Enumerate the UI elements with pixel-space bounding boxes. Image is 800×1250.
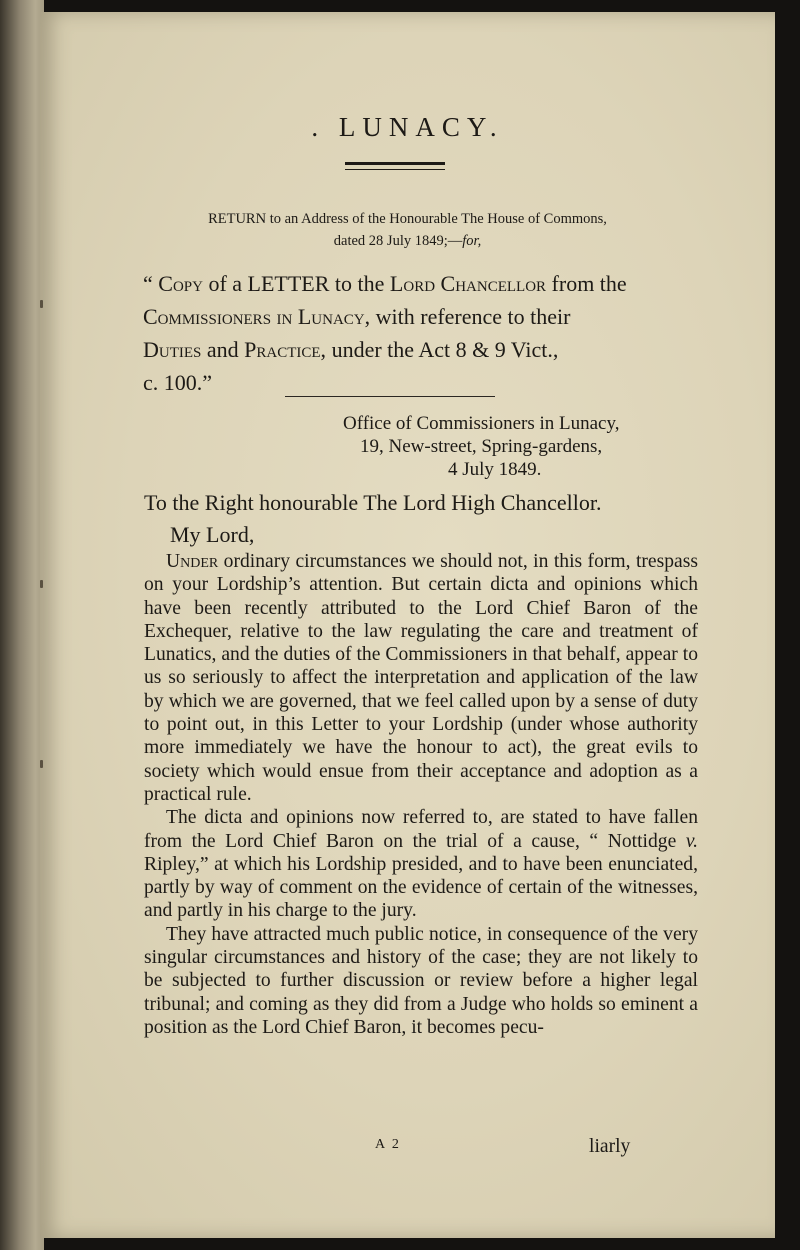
copy-of-a: of a <box>202 271 248 296</box>
book-spine-edge <box>0 0 44 1250</box>
margin-mark <box>40 760 43 768</box>
copy-lunacy: Lunacy, <box>297 304 371 329</box>
paragraph-2-text-b: Ripley,” at which his Lordship presided, and to have been enunciated, partly by way of comment on the evidence of certain of the witnesses, and partly in his charge to the jury. <box>144 853 698 922</box>
copy-with-reference: with reference to their <box>370 304 571 329</box>
margin-mark <box>40 580 43 588</box>
copy-title <box>143 267 723 399</box>
return-line-2-italic: for, <box>462 233 482 249</box>
copy-in: in <box>276 304 293 329</box>
catchword: liarly <box>589 1136 631 1157</box>
margin-mark <box>40 300 43 308</box>
letter-body <box>144 550 698 1039</box>
copy-duties: Duties <box>143 337 202 362</box>
section-rule <box>285 396 495 397</box>
copy-practice: Practice, <box>244 337 327 362</box>
paragraph-2-text-a: The dicta and opinions now referred to, are stated to have fallen from the Lord Chief Baron on the trial of a cause, “ Nottidge <box>144 807 698 852</box>
copy-letter: LETTER <box>247 271 330 296</box>
copy-word: Copy <box>158 271 203 296</box>
address-line-2: 19, New-street, Spring-gardens, <box>360 436 603 457</box>
paragraph-1-text: ordinary circumstances we should not, in this form, trespass on your Lordship’s attention. But certain dicta and opinions which have been recently attributed to the Lord Chief Baron of the Exchequer, relative to the law regulating the care and treatment of Lunatics, and the duties of the Commissioners in that behalf, appear to us so seriously to affect the interpretation and application of the law by which we are governed, that we feel called upon by a sense of duty to point out, in this Letter to your Lordship (under whose authority more immediately we have the honour to act), the great evils to society which would ensue from their acceptance and adoption as a practical rule. <box>144 551 698 805</box>
book-page <box>40 12 775 1238</box>
copy-and: and <box>201 337 245 362</box>
paragraph-2-versus: v. <box>685 830 698 852</box>
return-line-1: RETURN to an Address of the Honourable The House of Commons, <box>208 211 607 227</box>
signature-mark: A 2 <box>375 1137 401 1152</box>
copy-from-the: from the <box>546 271 627 296</box>
office-address <box>343 412 703 481</box>
paragraph-1-lead: Under <box>166 551 219 572</box>
page-title <box>40 112 775 143</box>
copy-chapter: c. 100.” <box>143 370 213 395</box>
copy-commissioners: Commissioners <box>143 304 272 329</box>
address-date: 4 July 1849. <box>448 459 542 480</box>
return-line-2: dated 28 July 1849;— <box>333 233 463 249</box>
return-notice <box>40 208 775 252</box>
copy-lord: Lord <box>389 271 436 296</box>
address-line-1: Office of Commissioners in Lunacy, <box>343 413 620 434</box>
copy-under-act: under the Act 8 & 9 Vict., <box>326 337 559 362</box>
paragraph-1 <box>144 550 698 806</box>
copy-chancellor: Chancellor <box>440 271 547 296</box>
title-rule <box>345 162 445 170</box>
paragraph-2 <box>144 806 698 922</box>
salutation: My Lord, <box>170 522 255 547</box>
paragraph-3: They have attracted much public notice, in consequence of the very singular circumstances and history of the case; they are not likely to be subjected to further discussion or review before a higher legal tribunal; and coming as they did from a Judge who holds so eminent a position as the Lord Chief Baron, it becomes pecu- <box>144 923 698 1038</box>
addressee-line: To the Right honourable The Lord High Chancellor. <box>144 490 602 515</box>
copy-open-quote: “ <box>143 271 159 296</box>
title-text: LUNACY. <box>338 112 504 142</box>
copy-to-the: to the <box>329 271 390 296</box>
title-dot: . <box>311 112 326 142</box>
